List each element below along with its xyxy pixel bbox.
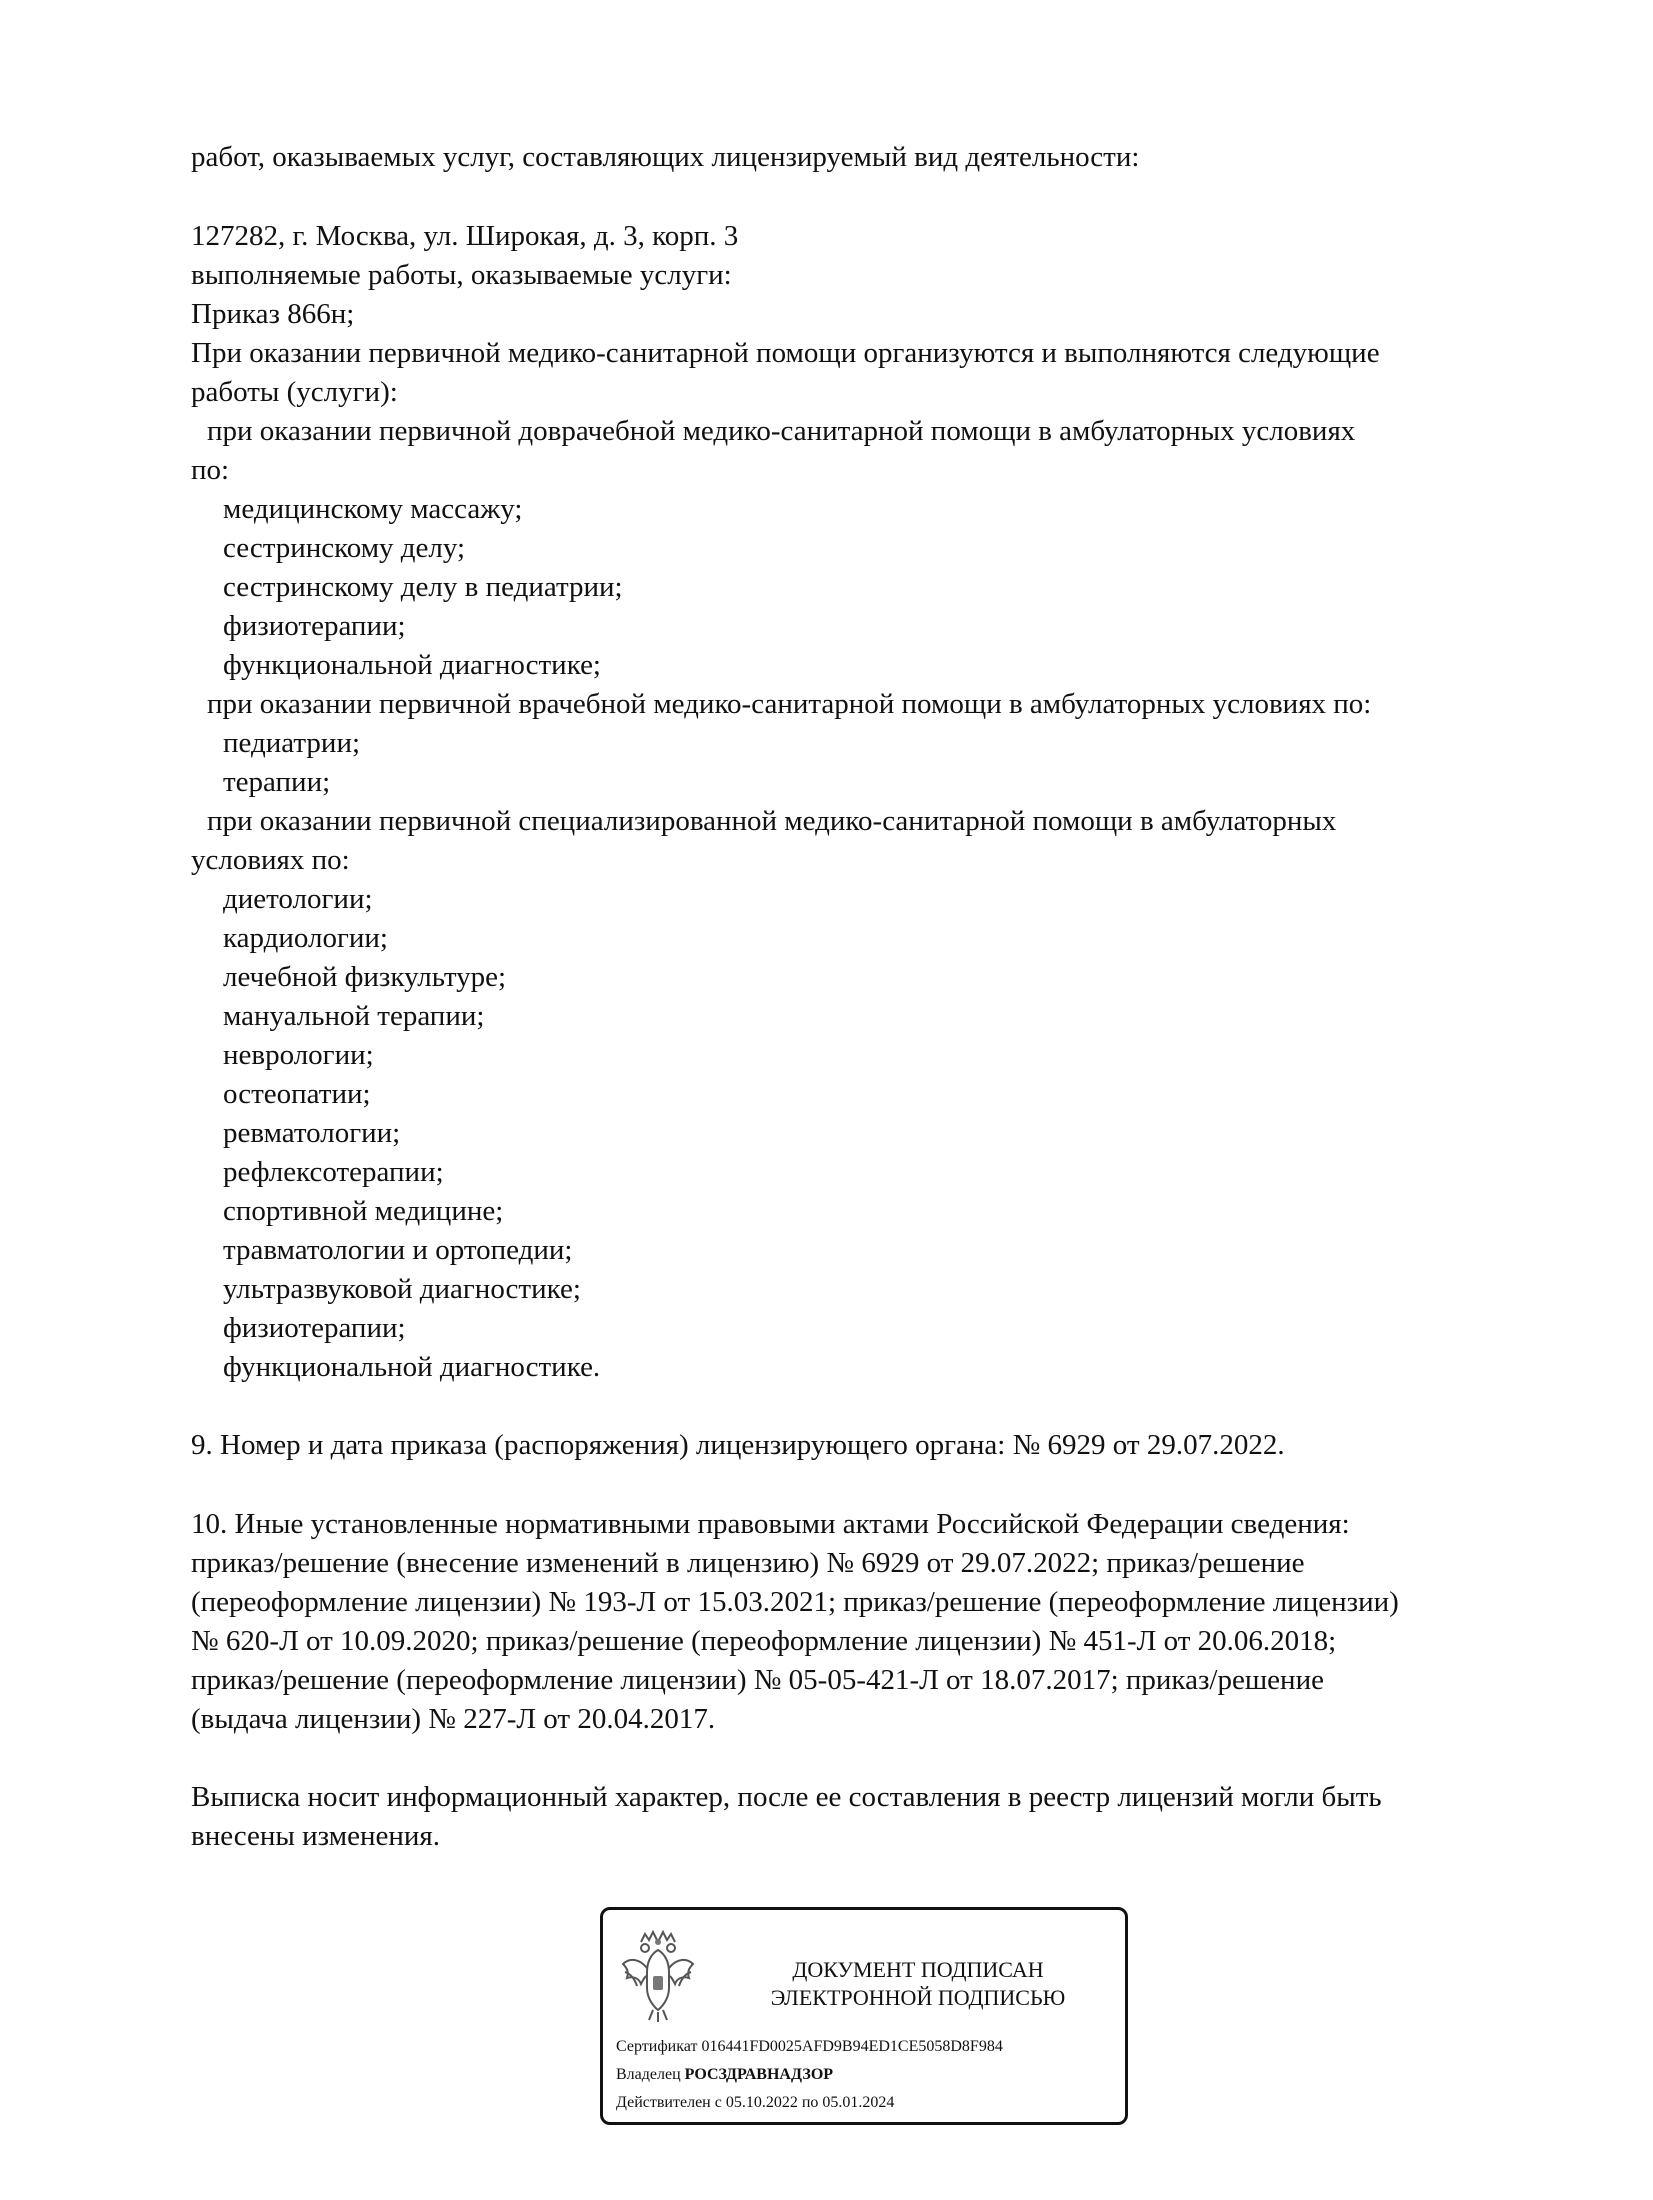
stamp-title: ДОКУМЕНТ ПОДПИСАН xyxy=(792,1957,1044,1982)
russian-coat-of-arms-icon xyxy=(617,1928,699,2026)
stamp-title: ЭЛЕКТРОННОЙ ПОДПИСЬЮ xyxy=(770,1985,1066,2010)
order-reference: Приказ 866н; xyxy=(191,298,355,330)
disclaimer-line: внесены изменения. xyxy=(191,1820,440,1852)
list-item: функциональной диагностике. xyxy=(223,1351,601,1383)
list-item: сестринскому делу; xyxy=(223,532,466,564)
disclaimer-line: Выписка носит информационный характер, после ее составления в реестр лицензий могли быть xyxy=(191,1781,1382,1813)
specialized-care-heading: при оказании первичной специализированной медико-санитарной помощи в амбулаторных xyxy=(207,805,1337,837)
list-item: диетологии; xyxy=(223,883,373,915)
list-item: физиотерапии; xyxy=(223,610,406,642)
electronic-signature-stamp xyxy=(600,1907,1128,2125)
list-item: ревматологии; xyxy=(223,1117,401,1149)
primary-care-line: При оказании первичной медико-санитарной помощи организуются и выполняются следующие xyxy=(191,337,1380,369)
list-item: кардиологии; xyxy=(223,922,388,954)
list-item: терапии; xyxy=(223,766,331,798)
intro-line: работ, оказываемых услуг, составляющих лицензируемый вид деятельности: xyxy=(191,141,1140,173)
list-item: физиотерапии; xyxy=(223,1312,406,1344)
list-item: остеопатии; xyxy=(223,1078,371,1110)
specialized-care-heading: условиях по: xyxy=(191,844,350,876)
list-item: лечебной физкультуре; xyxy=(223,961,507,993)
list-item: рефлексотерапии; xyxy=(223,1156,444,1188)
section-10-line: приказ/решение (внесение изменений в лицензию) № 6929 от 29.07.2022; приказ/решение xyxy=(191,1547,1305,1579)
section-10-line: (переоформление лицензии) № 193-Л от 15.03.2021; приказ/решение (переоформление лицензии) xyxy=(191,1586,1399,1618)
primary-care-line: работы (услуги): xyxy=(191,376,398,408)
address: 127282, г. Москва, ул. Широкая, д. 3, корп. 3 xyxy=(191,220,739,252)
list-item: травматологии и ортопедии; xyxy=(223,1234,573,1266)
section-10-line: приказ/решение (переоформление лицензии) № 05-05-421-Л от 18.07.2017; приказ/решение xyxy=(191,1664,1324,1696)
list-item: ультразвуковой диагностике; xyxy=(223,1273,581,1305)
certificate-validity: Действителен с 05.10.2022 по 05.01.2024 xyxy=(616,2094,895,2111)
section-10-line: (выдача лицензии) № 227-Л от 20.04.2017. xyxy=(191,1703,716,1735)
owner-name: РОСЗДРАВНАДЗОР xyxy=(684,2066,834,2083)
list-item: мануальной терапии; xyxy=(223,1000,485,1032)
works-heading: выполняемые работы, оказываемые услуги: xyxy=(191,259,732,291)
section-9: 9. Номер и дата приказа (распоряжения) лицензирующего органа: № 6929 от 29.07.2022. xyxy=(191,1429,1285,1461)
list-item: спортивной медицине; xyxy=(223,1195,504,1227)
list-item: неврологии; xyxy=(223,1039,374,1071)
owner-label: Владелец xyxy=(616,2066,681,2083)
section-10-line: № 620-Л от 10.09.2020; приказ/решение (переоформление лицензии) № 451-Л от 20.06.2018; xyxy=(191,1625,1337,1657)
certificate-owner xyxy=(616,2064,833,2086)
doctor-care-heading: при оказании первичной врачебной медико-санитарной помощи в амбулаторных условиях по: xyxy=(207,688,1372,720)
prenurse-care-heading: при оказании первичной доврачебной медико-санитарной помощи в амбулаторных условиях xyxy=(207,415,1356,447)
list-item: функциональной диагностике; xyxy=(223,649,601,681)
list-item: педиатрии; xyxy=(223,727,361,759)
list-item: сестринскому делу в педиатрии; xyxy=(223,571,623,603)
section-10-line: 10. Иные установленные нормативными правовыми актами Российской Федерации сведения: xyxy=(191,1508,1350,1540)
list-item: медицинскому массажу; xyxy=(223,493,523,525)
prenurse-care-heading: по: xyxy=(191,454,230,486)
certificate-number: Сертификат 016441FD0025AFD9B94ED1CE5058D8F984 xyxy=(616,2038,1003,2055)
